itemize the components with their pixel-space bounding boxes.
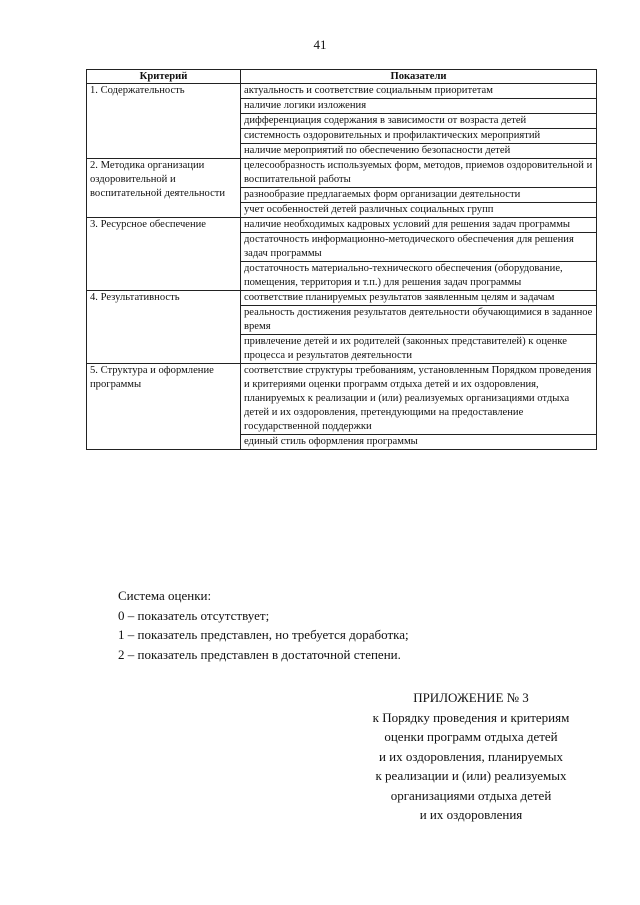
scoring-item: 0 – показатель отсутствует; bbox=[118, 607, 270, 623]
indicator-cell: достаточность информационно-методического обеспечения для решения задач программы bbox=[241, 233, 597, 262]
scoring-item: 2 – показатель представлен в достаточной степени. bbox=[118, 646, 401, 662]
criterion-cell: 1. Содержательность bbox=[87, 84, 241, 159]
table-row bbox=[87, 218, 597, 233]
appendix-note bbox=[350, 688, 592, 825]
indicator-cell: привлечение детей и их родителей (законных представителей) к оценке процесса и результатов деятельности bbox=[241, 335, 597, 364]
appendix-line: организациями отдыха детей bbox=[390, 787, 552, 803]
indicator-cell: соответствие структуры требованиям, установленным Порядком проведения и критериями оценки программ отдыха детей и их оздоровления, планируемых к реализации и (или) реализуемых организациями отдыха детей и их оздоровления, претендующими на предоставление государственной поддержки bbox=[241, 364, 597, 435]
page-number: 41 bbox=[313, 37, 327, 52]
indicator-cell: целесообразность используемых форм, методов, приемов оздоровительной и воспитательной работы bbox=[241, 159, 597, 188]
appendix-line: и их оздоровления bbox=[419, 807, 523, 822]
indicator-cell: учет особенностей детей различных социальных групп bbox=[241, 203, 597, 218]
indicator-cell: дифференциация содержания в зависимости от возраста детей bbox=[241, 114, 597, 129]
indicator-cell: соответствие планируемых результатов заявленным целям и задачам bbox=[241, 291, 597, 306]
appendix-line: к Порядку проведения и критериям bbox=[372, 709, 570, 725]
table-header-row bbox=[87, 70, 597, 84]
appendix-line: оценки программ отдыха детей bbox=[384, 729, 558, 744]
criterion-cell: 5. Структура и оформление программы bbox=[87, 364, 241, 450]
indicator-cell: разнообразие предлагаемых форм организации деятельности bbox=[241, 188, 597, 203]
indicator-cell: реальность достижения результатов деятельности обучающимися в заданное время bbox=[241, 306, 597, 335]
scoring-item: 1 – показатель представлен, но требуется доработка; bbox=[118, 627, 409, 642]
appendix-line: и их оздоровления, планируемых bbox=[378, 748, 564, 764]
header-indicators: Показатели bbox=[241, 70, 597, 84]
criterion-cell: 3. Ресурсное обеспечение bbox=[87, 218, 241, 291]
indicator-cell: наличие мероприятий по обеспечению безопасности детей bbox=[241, 144, 597, 159]
table-row bbox=[87, 291, 597, 306]
criteria-table bbox=[86, 69, 597, 450]
indicator-cell: наличие логики изложения bbox=[241, 99, 597, 114]
criterion-cell: 4. Результативность bbox=[87, 291, 241, 364]
scoring-system bbox=[118, 586, 409, 664]
appendix-heading: ПРИЛОЖЕНИЕ № 3 bbox=[413, 690, 529, 705]
criterion-cell: 2. Методика организации оздоровительной и воспитательной деятельности bbox=[87, 159, 241, 218]
indicator-cell: достаточность материально-технического обеспечения (оборудование, помещения, территория и т.п.) для решения задач программы bbox=[241, 262, 597, 291]
table-row bbox=[87, 159, 597, 188]
table-row bbox=[87, 84, 597, 99]
table-row bbox=[87, 364, 597, 435]
scoring-title: Система оценки: bbox=[118, 588, 212, 603]
indicator-cell: актуальность и соответствие социальным приоритетам bbox=[241, 84, 597, 99]
indicator-cell: наличие необходимых кадровых условий для решения задач программы bbox=[241, 218, 597, 233]
header-criterion: Критерий bbox=[87, 70, 241, 84]
appendix-line: к реализации и (или) реализуемых bbox=[375, 768, 567, 783]
indicator-cell: системность оздоровительных и профилактических мероприятий bbox=[241, 129, 597, 144]
indicator-cell: единый стиль оформления программы bbox=[241, 435, 597, 450]
